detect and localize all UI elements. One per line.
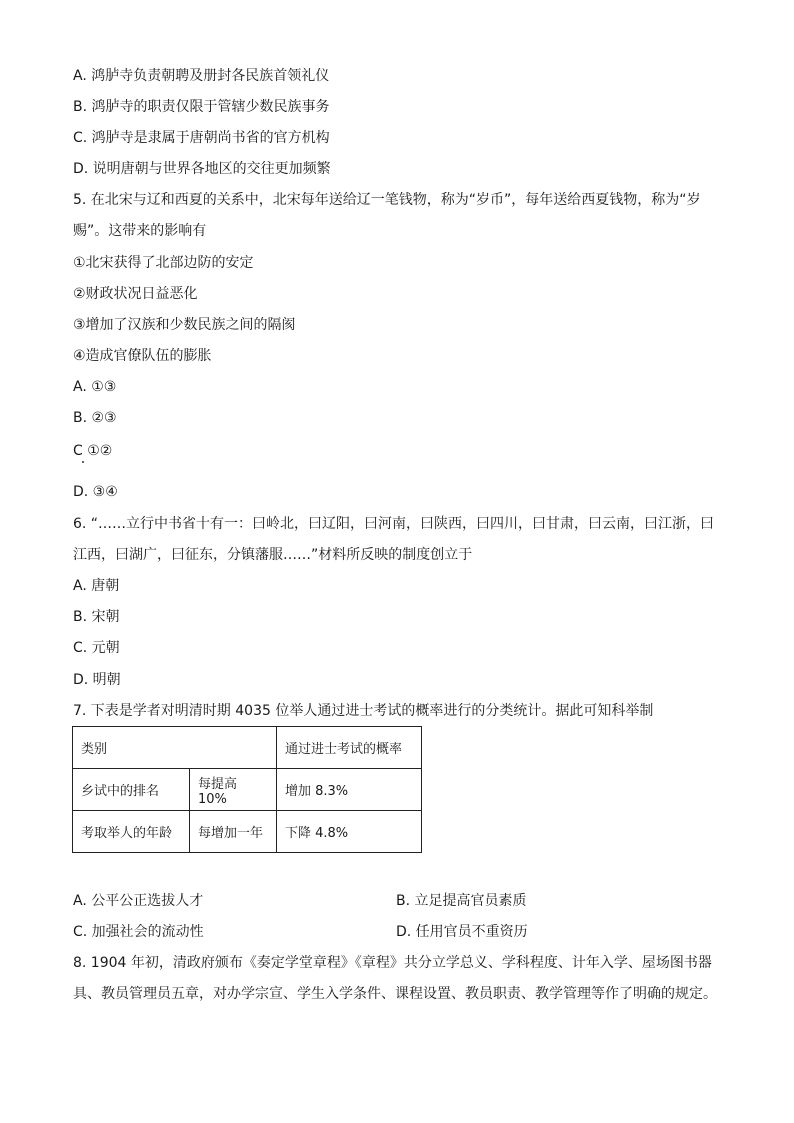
q7-option-a: A. 公平公正选拔人才 (73, 893, 204, 909)
q6-stem-line1: 6. “……立行中书省十有一：曰岭北，曰辽阳，曰河南，曰陕西，曰四川，曰甘肃，曰云南，曰江浙，曰 (73, 516, 715, 532)
row2-category: 考取举人的年龄 (73, 811, 190, 853)
q5-option-d: D. ③④ (73, 484, 118, 500)
row1-change: 每提高 10% (190, 769, 277, 811)
row2-probability: 下降 4.8% (277, 811, 422, 853)
table-row (73, 769, 422, 811)
q5-stem-line2: 赐”。这带来的影响有 (73, 223, 207, 239)
q5-stem-line1: 5. 在北宋与辽和西夏的关系中，北宋每年送给辽一笔钱物，称为“岁币”，每年送给西夏钱物，称为“岁 (73, 192, 701, 208)
q7-option-d: D. 任用官员不重资历 (396, 924, 528, 940)
row1-category: 乡试中的排名 (73, 769, 190, 811)
q5-item-1: ①北宋获得了北部边防的安定 (73, 255, 254, 271)
q5-option-a: A. ①③ (73, 379, 117, 395)
q4-option-b: B. 鸿胪寺的职责仅限于管辖少数民族事务 (73, 99, 330, 115)
q5-item-3: ③增加了汉族和少数民族之间的隔阂 (73, 317, 296, 333)
q6-option-d: D. 明朝 (73, 672, 121, 688)
q6-option-a: A. 唐朝 (73, 578, 120, 594)
q6-option-b: B. 宋朝 (73, 609, 120, 625)
header-probability: 通过进士考试的概率 (277, 727, 422, 769)
q5-item-2: ②财政状况日益恶化 (73, 286, 198, 302)
q8-line2: 具、教员管理员五章，对办学宗宣、学生入学条件、课程设置、教员职责、教学管理等作了明确的规定。 (73, 986, 717, 1002)
q4-option-c: C. 鸿胪寺是隶属于唐朝尚书省的官方机构 (73, 130, 330, 146)
q4-option-a: A. 鸿胪寺负责朝聘及册封各民族首领礼仪 (73, 68, 330, 84)
q8-line1: 8. 1904 年初，清政府颁布《奏定学堂章程》《章程》共分立学总义、学科程度、计年入学、屋场图书器 (73, 955, 712, 971)
q5-option-b: B. ②③ (73, 410, 117, 426)
q4-option-d: D. 说明唐朝与世界各地区的交往更加频繁 (73, 161, 331, 177)
table-row (73, 811, 422, 853)
probability-table (72, 726, 422, 853)
q5-item-4: ④造成官僚队伍的膨胀 (73, 348, 212, 364)
q6-stem-line2: 江西，曰湖广，曰征东，分镇藩服……”材料所反映的制度创立于 (73, 547, 473, 563)
header-category: 类别 (73, 727, 277, 769)
q5-option-c-dot (82, 461, 84, 463)
q6-option-c: C. 元朝 (73, 640, 120, 656)
table-header-row (73, 727, 422, 769)
q7-option-c: C. 加强社会的流动性 (73, 924, 204, 940)
q7-stem: 7. 下表是学者对明清时期 4035 位举人通过进士考试的概率进行的分类统计。据此可知科举制 (73, 703, 654, 719)
row1-probability: 增加 8.3% (277, 769, 422, 811)
row2-change: 每增加一年 (190, 811, 277, 853)
q5-option-c: C ①② (73, 443, 113, 459)
q7-option-b: B. 立足提高官员素质 (396, 893, 527, 909)
